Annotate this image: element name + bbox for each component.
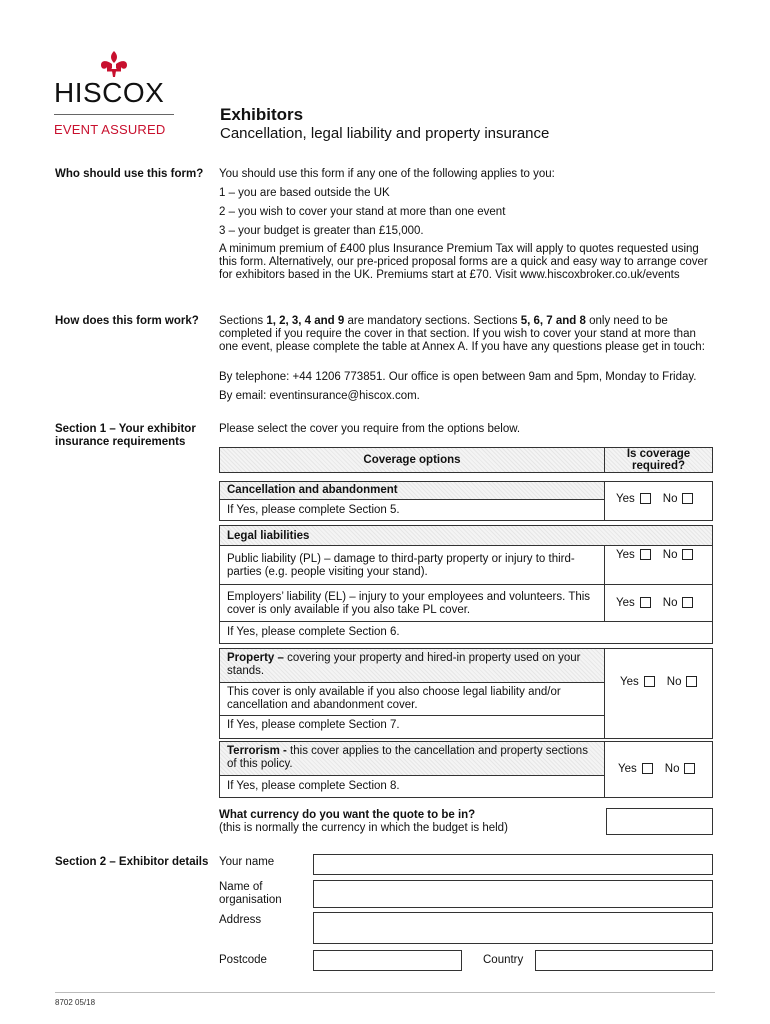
address-label: Address — [219, 914, 262, 926]
section1-intro: Please select the cover you require from the options below. — [219, 423, 521, 435]
logo-divider — [54, 114, 174, 115]
terrorism-note: If Yes, please complete Section 8. — [227, 780, 400, 792]
pl-no-checkbox[interactable] — [682, 549, 693, 560]
currency-question: What currency do you want the quote to be in? — [219, 809, 476, 821]
legal-title: Legal liabilities — [227, 530, 310, 542]
who-note: A minimum premium of £400 plus Insurance Premium Tax will apply to quotes requested using this form. Alternatively, our pre-priced proposal forms are a quick and easy way to arrange cover for exhibitors based in the UK. Premiums start at £70. Visit www.hiscoxbroker.co.uk/events — [219, 243, 708, 281]
pl-yes-no: Yes No — [616, 549, 699, 561]
el-yes-no: Yes No — [616, 597, 699, 609]
brand-tagline: EVENT ASSURED — [54, 122, 166, 137]
currency-note: (this is normally the currency in which the budget is held) — [219, 822, 508, 834]
el-no-checkbox[interactable] — [682, 597, 693, 608]
who-item: 1 – you are based outside the UK — [219, 187, 390, 199]
address-input[interactable] — [313, 912, 713, 944]
property-heading: Property – covering your property and hired-in property used on your stands. — [227, 652, 581, 677]
property-no-checkbox[interactable] — [686, 676, 697, 687]
section2-label: Section 2 – Exhibitor details — [55, 856, 209, 868]
how-email: By email: eventinsurance@hiscox.com. — [219, 390, 420, 402]
organisation-label: Name of organisation — [219, 881, 282, 906]
how-label: How does this form work? — [55, 315, 199, 327]
your-name-label: Your name — [219, 856, 275, 868]
el-yes-checkbox[interactable] — [640, 597, 651, 608]
cancellation-yes-checkbox[interactable] — [640, 493, 651, 504]
cancellation-note: If Yes, please complete Section 5. — [227, 504, 400, 516]
terrorism-yes-no: Yes No — [618, 763, 701, 775]
who-item: 2 – you wish to cover your stand at more than one event — [219, 206, 506, 218]
cancellation-yes-no: Yes No — [616, 493, 699, 505]
cancellation-no-checkbox[interactable] — [682, 493, 693, 504]
pl-yes-checkbox[interactable] — [640, 549, 651, 560]
form-code: 8702 05/18 — [55, 998, 96, 1007]
page-subtitle: Cancellation, legal liability and property insurance — [220, 125, 550, 142]
cancellation-title: Cancellation and abandonment — [227, 484, 398, 496]
fleur-de-lis-icon — [98, 50, 130, 78]
footer-divider — [55, 992, 715, 993]
coverage-options-header: Coverage options — [219, 447, 605, 473]
postcode-input[interactable] — [313, 950, 462, 971]
property-yes-no: Yes No — [620, 676, 703, 688]
brand-wordmark: HISCOX — [54, 77, 165, 108]
terrorism-no-checkbox[interactable] — [684, 763, 695, 774]
coverage-required-header: Is coverage required? — [604, 447, 713, 473]
your-name-input[interactable] — [313, 854, 713, 875]
organisation-input[interactable] — [313, 880, 713, 908]
legal-note: If Yes, please complete Section 6. — [227, 626, 400, 638]
country-label: Country — [483, 954, 524, 966]
currency-input[interactable] — [606, 808, 713, 835]
property-note: If Yes, please complete Section 7. — [227, 719, 400, 731]
how-phone: By telephone: +44 1206 773851. Our office is open between 9am and 5pm, Monday to Friday. — [219, 371, 697, 383]
public-liability-text: Public liability (PL) – damage to third-party property or injury to third-parties (e.g. people visiting your stand). — [227, 553, 575, 578]
how-paragraph: Sections 1, 2, 3, 4 and 9 are mandatory sections. Sections 5, 6, 7 and 8 only need to be completed if you require the cover in that section. If you wish to cover your stand at more than one event, please complete the table at Annex A. If you have any questions please get in touch: — [219, 315, 705, 353]
postcode-label: Postcode — [219, 954, 267, 966]
who-intro: You should use this form if any one of the following applies to you: — [219, 168, 555, 180]
who-item: 3 – your budget is greater than £15,000. — [219, 225, 424, 237]
who-label: Who should use this form? — [55, 168, 204, 180]
property-yes-checkbox[interactable] — [644, 676, 655, 687]
hiscox-logo — [54, 50, 176, 140]
property-condition: This cover is only available if you also choose legal liability and/or cancellation and abandonment cover. — [227, 686, 561, 711]
page-title: Exhibitors — [220, 105, 304, 124]
country-input[interactable] — [535, 950, 713, 971]
terrorism-heading: Terrorism - this cover applies to the cancellation and property sections of this policy. — [227, 745, 588, 770]
section1-label: Section 1 – Your exhibitor insurance requirements — [55, 423, 196, 448]
terrorism-yes-checkbox[interactable] — [642, 763, 653, 774]
employers-liability-text: Employers’ liability (EL) – injury to your employees and volunteers. This cover is only available if you also take PL cover. — [227, 591, 591, 616]
